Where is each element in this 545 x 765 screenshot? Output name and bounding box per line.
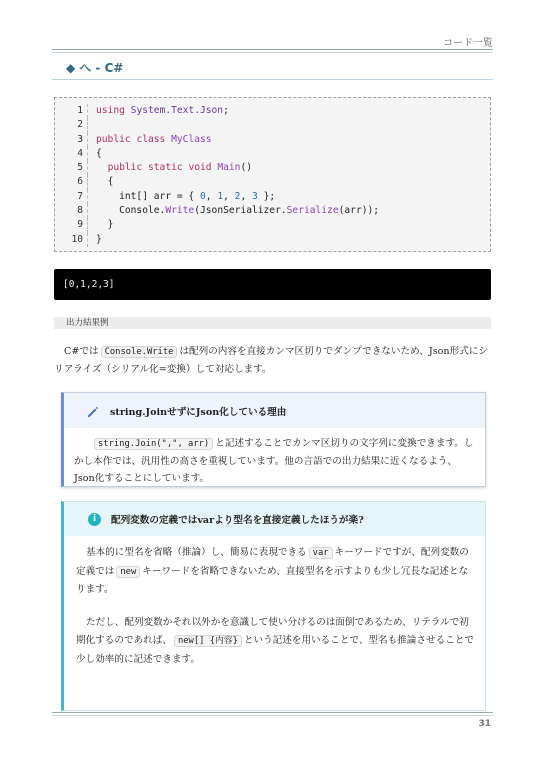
code-token: 0 — [199, 190, 206, 202]
page-number: 31 — [478, 719, 491, 729]
code-line — [55, 161, 490, 175]
info-paragraph — [76, 544, 475, 600]
line-number: 10 — [71, 233, 83, 245]
note-body — [64, 428, 485, 487]
info-title: 配列変数の定義ではvarより型名を直接定義したほうが楽? — [111, 515, 364, 526]
code-line — [55, 147, 490, 161]
line-number: 6 — [77, 176, 83, 188]
code-token: public — [107, 162, 143, 174]
code-block — [54, 97, 491, 252]
code-token: (JsonSerializer. — [194, 205, 287, 217]
code-line — [55, 233, 490, 247]
code-line — [55, 175, 490, 189]
code-token: } — [96, 233, 102, 245]
code-token: using — [96, 105, 125, 116]
paragraph-text: C#では — [64, 346, 99, 357]
code-token: { — [107, 176, 114, 188]
header-rule — [52, 49, 493, 50]
info-text: ただし、配列変数かそれ以外かを意識して使い分けるのは面倒であるため、リテラルで初期化するのであれば、 — [76, 616, 469, 646]
code-token: int[] arr = { — [119, 190, 200, 202]
line-number: 2 — [77, 119, 83, 131]
code-token: Console. — [119, 205, 166, 217]
info-icon: i — [88, 513, 101, 526]
info-text: キーワードですが、配列変数の定義では — [76, 547, 469, 577]
pencil-icon — [86, 404, 100, 418]
section-title — [66, 59, 123, 76]
code-line — [55, 133, 490, 147]
code-token: ; — [223, 105, 229, 116]
code-token: , — [223, 190, 235, 202]
line-number: 8 — [77, 205, 83, 217]
section-rule — [52, 79, 493, 80]
output-console: [0,1,2,3] — [54, 269, 491, 300]
line-number: 9 — [77, 219, 83, 231]
line-number: 4 — [77, 147, 83, 159]
body-paragraph — [54, 343, 491, 379]
diamond-icon: ◆ — [66, 61, 76, 75]
inline-code: new[] {内容} — [174, 635, 242, 647]
inline-code: new — [116, 566, 140, 578]
code-token: 3 — [252, 190, 258, 202]
code-token: void — [188, 162, 212, 174]
inline-code: var — [309, 547, 333, 559]
code-token: public — [96, 133, 131, 145]
code-line — [55, 218, 490, 232]
code-token: } — [107, 219, 114, 231]
line-number: 7 — [77, 190, 83, 202]
code-token: Main — [217, 162, 241, 174]
info-text: という記述を用いることで、型名も推論させることで少し効率的に記述できます。 — [76, 635, 474, 665]
line-number: 3 — [77, 133, 83, 145]
note-title: string.JoinせずにJson化している理由 — [110, 406, 287, 418]
section-title-text: へ - C# — [79, 61, 124, 75]
paragraph-text: は配列の内容を直接カンマ区切りでダンプできないため、Json形式にシリアライズ（シリアル化=変換）して対応します。 — [54, 346, 488, 375]
code-token: { — [96, 147, 102, 159]
code-token: 2 — [234, 190, 241, 202]
code-line — [55, 190, 490, 204]
info-header — [64, 502, 485, 536]
info-paragraph — [76, 614, 475, 670]
line-number: 1 — [77, 105, 83, 116]
code-token: 1 — [217, 190, 224, 202]
info-text: 基本的に型名を省略（推論）し、簡易に表現できる — [86, 547, 307, 558]
code-token: MyClass — [171, 133, 212, 145]
code-token: System.Text.Json — [130, 105, 224, 116]
code-line — [55, 204, 490, 218]
code-token: Serialize — [286, 205, 339, 217]
note-callout — [61, 392, 486, 487]
code-line — [55, 104, 490, 118]
output-caption: 出力結果例 — [54, 317, 491, 329]
code-token: (arr)); — [338, 205, 380, 217]
note-header — [64, 393, 485, 428]
header-rule-secondary — [52, 52, 493, 53]
code-token: , — [240, 190, 253, 202]
info-text: キーワードを省略できないため、直接型名を示すよりも少し冗長な記述となります。 — [76, 565, 469, 595]
code-token: Write — [165, 205, 195, 217]
footer-rule-secondary — [52, 715, 493, 716]
line-number: 5 — [77, 162, 83, 174]
code-token: , — [205, 190, 218, 202]
inline-code: Console.Write — [101, 346, 178, 358]
footer-rule — [52, 712, 493, 713]
inline-code: string.Join(",", arr) — [94, 438, 213, 450]
note-text: と記述することでカンマ区切りの文字列に変換できます。しかし本作では、汎用性の高さを重視しています。他の言語での出力結果に近くなるよう、Json化することにしています。 — [74, 438, 474, 484]
code-token: () — [240, 162, 252, 174]
code-token: static — [148, 162, 183, 174]
code-token: }; — [257, 190, 276, 202]
code-token: class — [136, 133, 166, 145]
running-head: コード一覧 — [443, 38, 493, 49]
code-line — [55, 118, 490, 132]
info-callout — [61, 501, 486, 711]
info-body — [64, 536, 485, 669]
